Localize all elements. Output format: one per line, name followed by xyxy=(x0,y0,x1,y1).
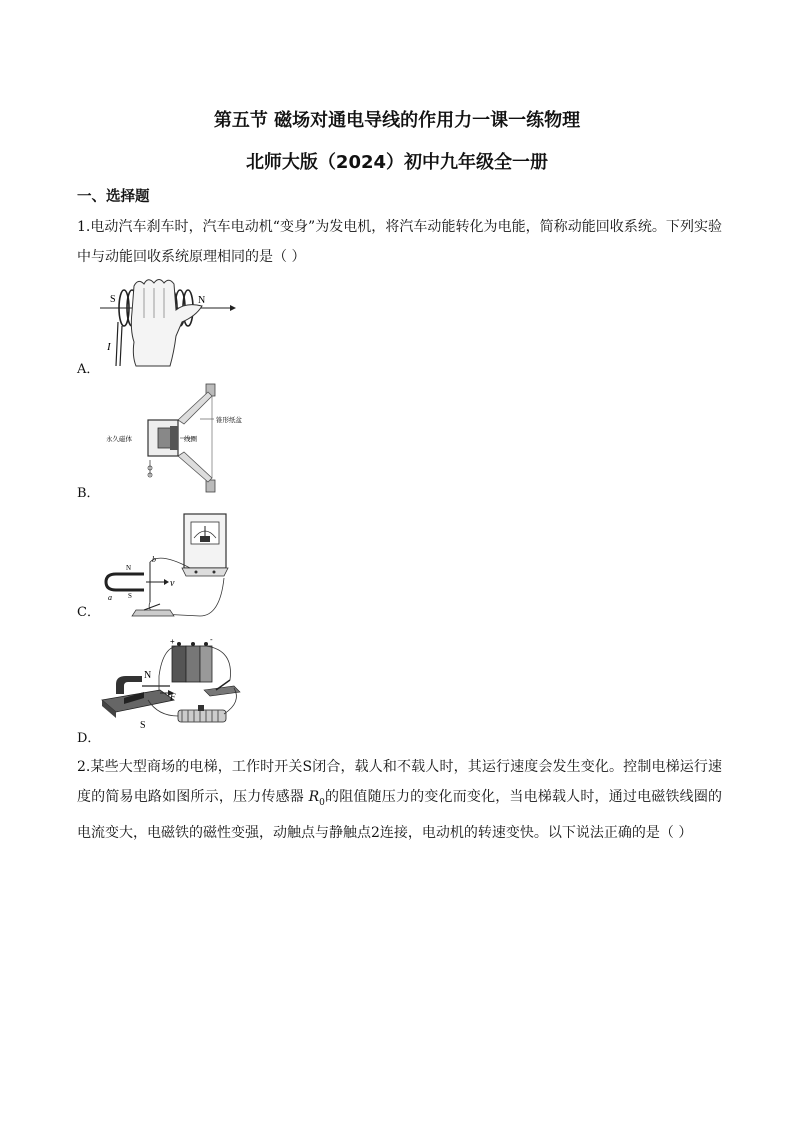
option-d-label: D． xyxy=(77,731,101,746)
fig-c-n-label: N xyxy=(126,564,132,572)
figure-b-loudspeaker xyxy=(100,382,260,497)
fig-d-plus-label: + xyxy=(170,637,175,646)
option-c-label: C． xyxy=(77,605,100,620)
q2-text-before: 2.某些大型商场的电梯，工作时开关S闭合，载人和不载人时，其运行速度会发生变化。控制电梯运行速度的简易电路如图所示，压力传感器 xyxy=(77,759,722,805)
section-heading: 一、选择题 xyxy=(77,189,150,205)
fig-a-i-label: I xyxy=(107,341,111,353)
fig-b-coil-label: 线圈 xyxy=(184,435,197,443)
option-a-label: A． xyxy=(77,362,100,377)
fig-b-cone-label: 锥形纸盆 xyxy=(216,416,242,424)
question-2-text xyxy=(77,752,722,848)
figure-c-induction xyxy=(100,512,240,624)
fig-d-n-label: N xyxy=(144,670,152,681)
fig-b-magnet-label: 永久磁体 xyxy=(106,435,132,443)
fig-d-minus-label: - xyxy=(210,635,213,644)
figure-a-solenoid-hand xyxy=(100,278,240,370)
fig-c-a-label: a xyxy=(108,593,112,602)
fig-a-s-label: S xyxy=(110,294,116,305)
fig-c-b-label: b xyxy=(152,555,156,564)
q2-text-after: 的阻值随压力的变化而变化，当电梯载人时，通过电磁铁线圈的电流变大，电磁铁的磁性变强，动触点与静触点2连接，电动机的转速变快。以下说法正确的是（ ） xyxy=(77,789,723,841)
fig-c-v-label: v xyxy=(170,578,175,589)
fig-d-s-label: S xyxy=(140,720,146,731)
fig-c-s-label: S xyxy=(128,592,132,600)
figure-d-motor xyxy=(100,634,250,734)
fig-d-f-label: F xyxy=(170,692,176,702)
doc-title-line2: 北师大版（2024）初中九年级全一册 xyxy=(245,152,549,173)
option-b-label: B． xyxy=(77,486,100,501)
r0-symbol: $R_0$ xyxy=(308,789,325,808)
question-1-text: 1.电动汽车刹车时，汽车电动机“变身”为发电机，将汽车动能转化为电能，简称动能回收系统。下列实验中与动能回收系统原理相同的是（ ） xyxy=(77,219,722,265)
doc-title-line1: 第五节 磁场对通电导线的作用力一课一练物理 xyxy=(213,110,581,131)
fig-a-n-label: N xyxy=(198,295,206,306)
